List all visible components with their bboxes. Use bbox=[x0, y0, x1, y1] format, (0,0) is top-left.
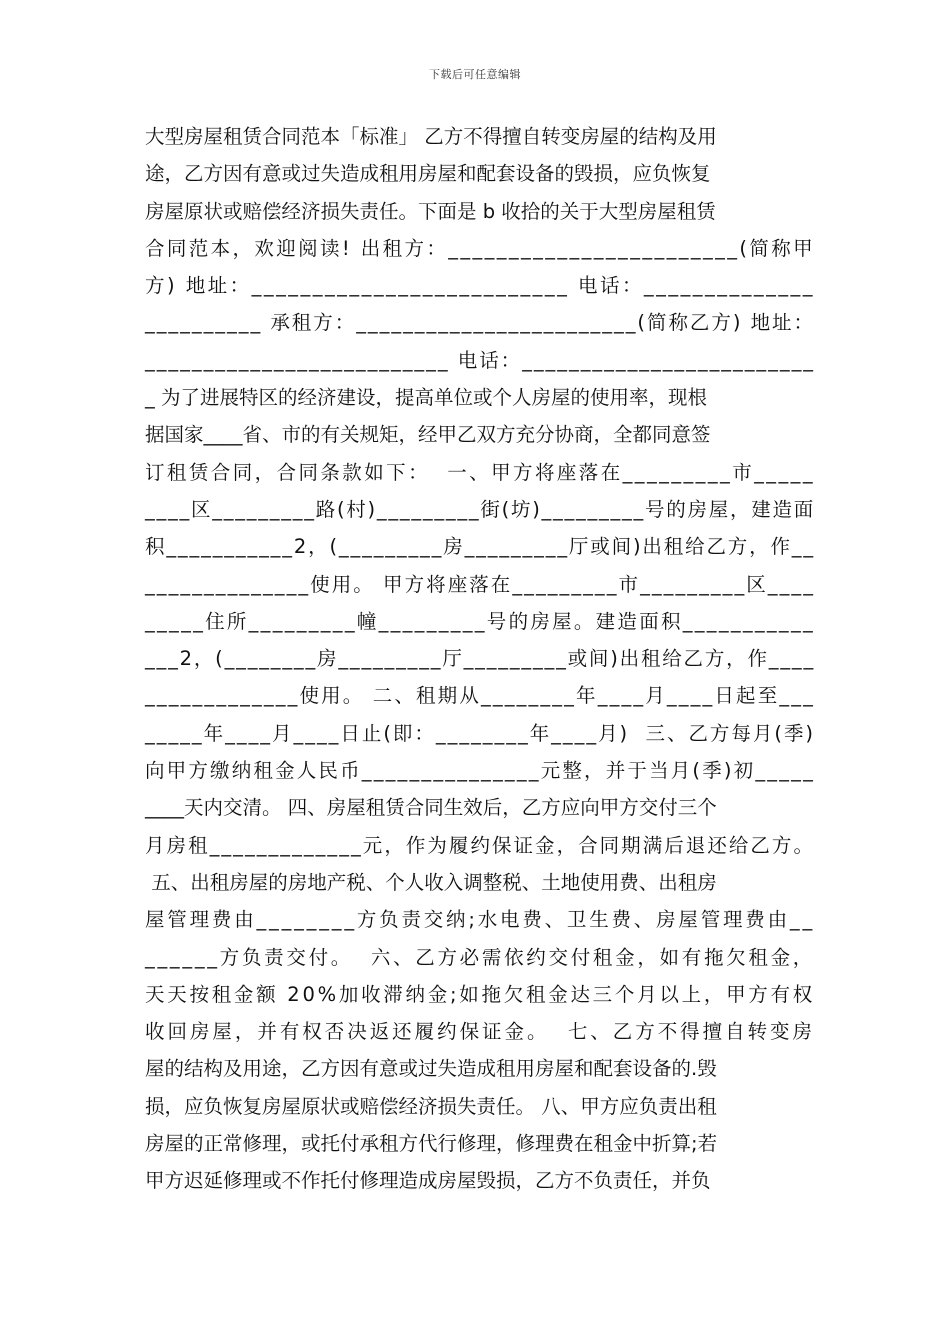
document-text-line: _____年____月____日止(即：________年____月) 三、乙方每月(季) bbox=[145, 721, 815, 745]
document-text-line: ___2，(________房_________厅_________或间)出租给乙方，作____ bbox=[145, 647, 815, 671]
document-text-line: 房屋的正常修理，或托付承租方代行修理，修理费在租金中折算;若 bbox=[145, 1132, 718, 1156]
document-text-line: 向甲方缴纳租金人民币_______________元整，并于当月(季)初_____ bbox=[145, 759, 815, 783]
document-text-line: __________ 承租方：________________________(简称乙方) 地址： bbox=[145, 311, 815, 335]
document-text-line: ______________使用。 甲方将座落在_________市_________区____ bbox=[145, 572, 815, 596]
document-text-line: 屋的结构及用途，乙方因有意或过失造成租用房屋和配套设备的.毁 bbox=[145, 1057, 717, 1081]
document-text-line: _ 为了进展特区的经济建设，提高单位或个人房屋的使用率，现根 bbox=[145, 386, 707, 410]
document-text-line: ______方负责交付。 六、乙方必需依约交付租金，如有拖欠租金， bbox=[145, 945, 815, 969]
document-text-line: 据国家____省、市的有关规矩，经甲乙双方充分协商，全都同意签 bbox=[145, 423, 711, 447]
document-text-line: _____住所_________幢_________号的房屋。建造面积___________ bbox=[145, 609, 815, 633]
document-text-line: 订租赁合同，合同条款如下： 一、甲方将座落在_________市_____ bbox=[145, 460, 815, 484]
document-text-line: 积___________2，(_________房_________厅或间)出租给乙方，作__ bbox=[145, 535, 815, 559]
page-header-note: 下载后可任意编辑 bbox=[429, 68, 521, 81]
document-body bbox=[145, 118, 815, 1200]
document-text-line: 五、出租房屋的房地产税、个人收入调整税、土地使用费、出租房 bbox=[145, 870, 717, 894]
document-text-line: 方) 地址：__________________________ 电话：______________ bbox=[145, 274, 815, 298]
document-text-line: ____天内交清。 四、房屋租赁合同生效后，乙方应向甲方交付三个 bbox=[145, 796, 717, 820]
document-text-line: 收回房屋，并有权否决返还履约保证金。 七、乙方不得擅自转变房 bbox=[145, 1020, 815, 1044]
document-text-line: 房屋原状或赔偿经济损失责任。下面是 b 收拾的关于大型房屋租赁 bbox=[145, 199, 716, 223]
document-text-line: __________________________ 电话：_________________________ bbox=[145, 348, 815, 372]
document-text-line: 月房租_____________元，作为履约保证金，合同期满后退还给乙方。 bbox=[145, 833, 815, 857]
document-text-line: 途，乙方因有意或过失造成租用房屋和配套设备的毁损，应负恢复 bbox=[145, 162, 711, 186]
document-text-line: _____________使用。 二、租期从________年____月____日起至___ bbox=[145, 684, 815, 708]
document-text-line: 甲方迟延修理或不作托付修理造成房屋毁损，乙方不负责任，并负 bbox=[145, 1169, 711, 1193]
document-text-line: 屋管理费由________方负责交纳;水电费、卫生费、房屋管理费由__ bbox=[145, 908, 815, 932]
document-text-line: 损，应负恢复房屋原状或赔偿经济损失责任。 八、甲方应负责出租 bbox=[145, 1094, 717, 1118]
document-text-line: ____区_________路(村)_________街(坊)_________号的房屋，建造面 bbox=[145, 497, 815, 521]
document-text-line: 大型房屋租赁合同范本「标准」 乙方不得擅自转变房屋的结构及用 bbox=[145, 125, 717, 148]
document-text-line: 天天按租金额 20%加收滞纳金;如拖欠租金达三个月以上，甲方有权 bbox=[145, 982, 815, 1006]
document-text-line: 合同范本，欢迎阅读! 出租方：________________________(简称甲 bbox=[145, 236, 815, 260]
